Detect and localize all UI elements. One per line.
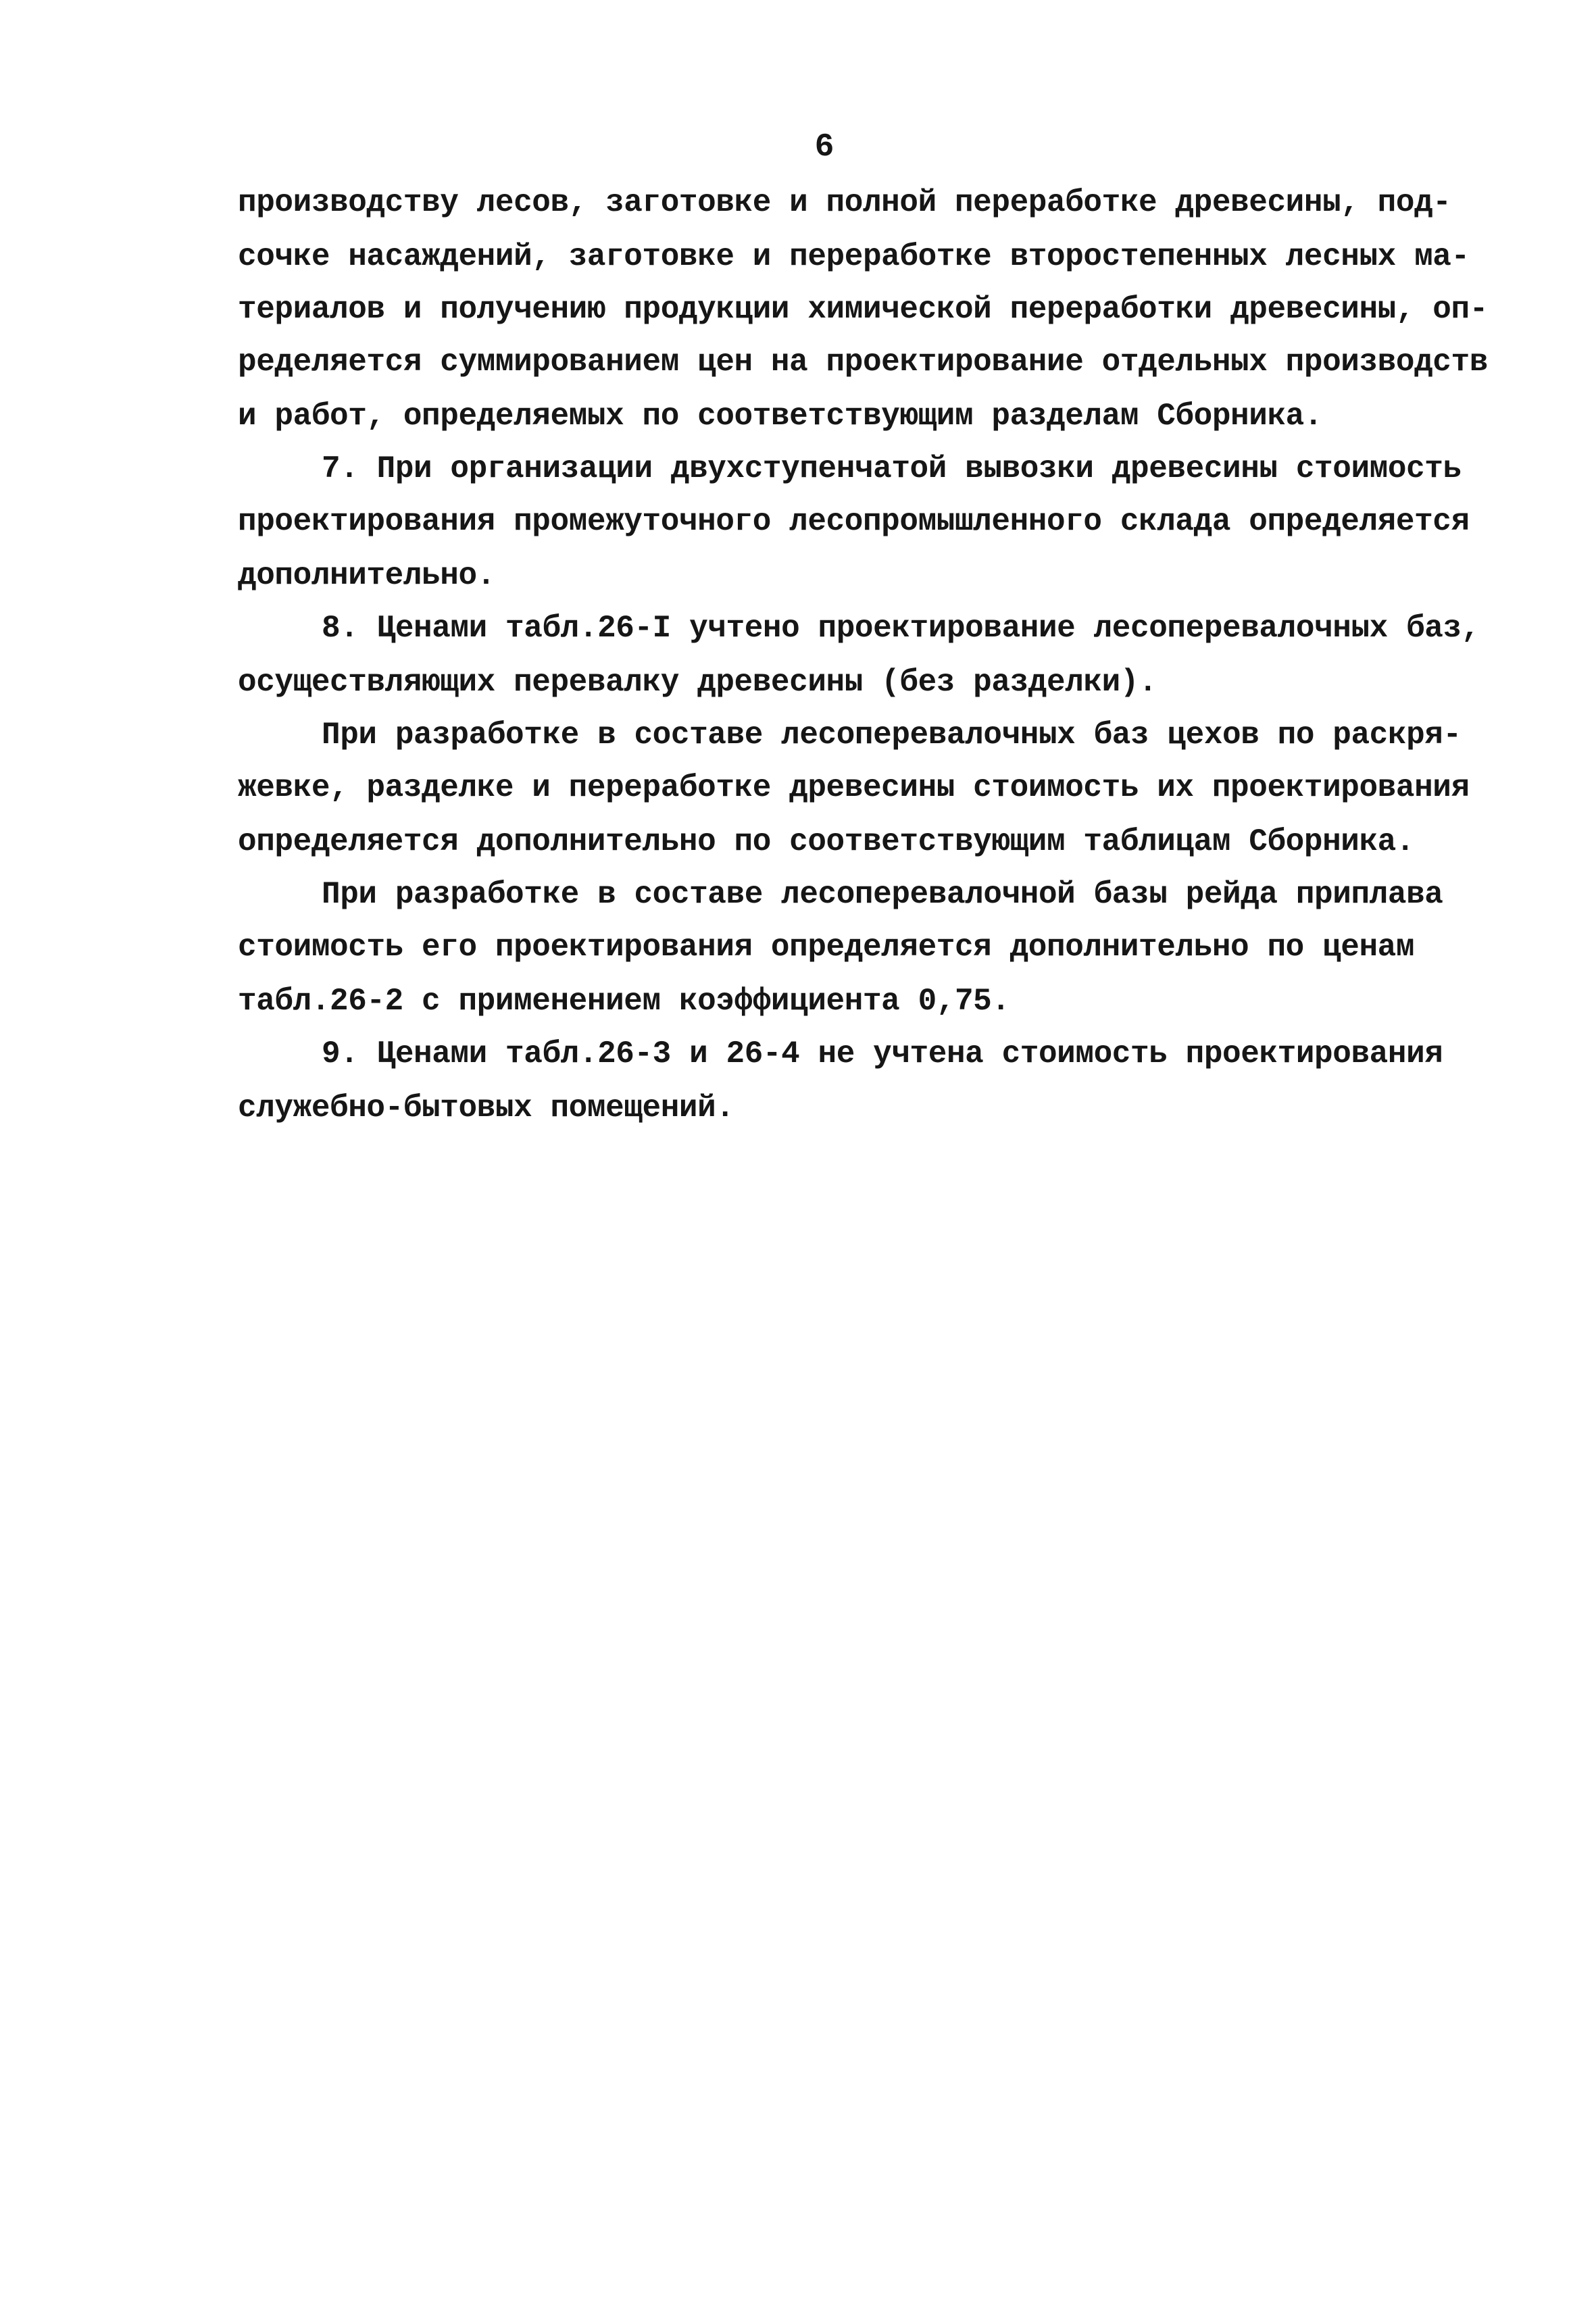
text-line: териалов и получению продукции химической переработки древесины, оп- (238, 292, 1488, 327)
text-line: сочке насаждений, заготовке и переработке второстепенных лесных ма- (238, 239, 1470, 274)
page-number: 6 (814, 129, 834, 166)
text-line: При разработке в составе лесоперевалочных баз цехов по раскря- (322, 718, 1462, 753)
text-line: табл.26-2 с применением коэффициента 0,75. (238, 984, 1010, 1019)
text-line: ределяется суммированием цен на проектирование отдельных производств (238, 345, 1488, 380)
text-line: дополнительно. (238, 558, 495, 593)
text-line: стоимость его проектирования определяется дополнительно по ценам (238, 930, 1415, 965)
text-line: и работ, определяемых по соответствующим разделам Сборника. (238, 399, 1323, 434)
text-line: осуществляющих перевалку древесины (без разделки). (238, 665, 1157, 700)
text-line: жевке, разделке и переработке древесины стоимость их проектирования (238, 770, 1470, 805)
text-line: проектирования промежуточного лесопромышленного склада определяется (238, 504, 1470, 539)
text-line: производству лесов, заготовке и полной переработке древесины, под- (238, 185, 1451, 220)
text-line: 9. Ценами табл.26-3 и 26-4 не учтена стоимость проектирования (322, 1036, 1443, 1072)
text-line: служебно-бытовых помещений. (238, 1090, 734, 1126)
text-line: 7. При организации двухступенчатой вывозки древесины стоимость (322, 451, 1462, 486)
text-line: При разработке в составе лесоперевалочной базы рейда приплава (322, 877, 1443, 912)
text-line: 8. Ценами табл.26-I учтено проектирование лесоперевалочных баз, (322, 611, 1480, 646)
text-line: определяется дополнительно по соответствующим таблицам Сборника. (238, 824, 1415, 859)
